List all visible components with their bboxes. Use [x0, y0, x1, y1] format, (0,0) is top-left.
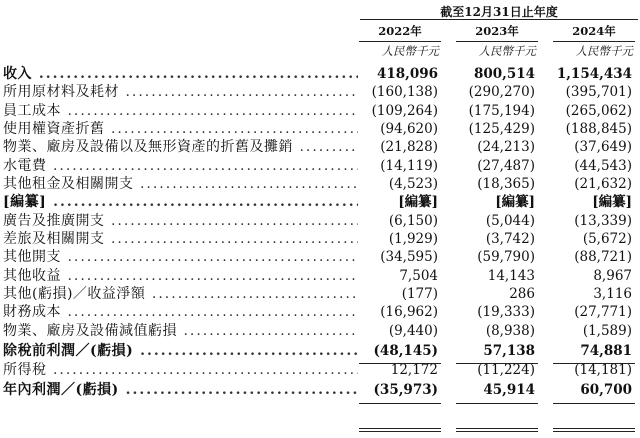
row-value: (18,365) — [477, 176, 535, 193]
total-double-rule — [553, 428, 635, 432]
row-value: 8,967 — [593, 267, 632, 284]
table-row — [0, 65, 640, 83]
row-value: (175,194) — [468, 102, 535, 119]
row-value: (125,429) — [468, 121, 535, 138]
row-label: [編纂] ..... — [3, 193, 358, 211]
row-value: (35,973) — [373, 381, 438, 398]
row-value: (34,595) — [380, 249, 438, 266]
row-label: 其他收益 ..... — [3, 267, 358, 285]
subtotal-rule — [553, 363, 635, 364]
row-value: (5,044) — [485, 212, 535, 229]
row-value: 1,154,434 — [556, 66, 632, 82]
table-row — [0, 102, 640, 120]
row-value: (109,264) — [371, 102, 438, 119]
row-value: (4,523) — [388, 176, 438, 193]
row-value: (27,487) — [477, 157, 535, 174]
table-row — [0, 175, 640, 193]
row-value: 418,096 — [376, 66, 438, 82]
table-row — [0, 285, 640, 303]
row-label: 使用權資產折舊 ..... — [3, 120, 358, 138]
row-label: 其他開支 ..... — [3, 248, 358, 266]
table-row — [0, 230, 640, 248]
period-header: 截至12月31日止年度 — [440, 5, 558, 19]
row-value: (1,589) — [582, 322, 632, 339]
row-label: 員工成本 ..... — [3, 102, 358, 120]
row-value: (19,333) — [477, 304, 535, 321]
row-value: 7,504 — [399, 267, 438, 284]
table-row — [0, 361, 640, 379]
table-row — [0, 212, 640, 230]
row-value: (21,828) — [380, 139, 438, 156]
row-label: 物業、廠房及設備以及無形資產的折舊及攤銷 ..... — [3, 138, 358, 156]
year-label: 2023年 — [475, 24, 519, 38]
row-value: (395,701) — [565, 84, 632, 101]
row-value: (21,632) — [574, 176, 632, 193]
unit-label: 人民幣千元 — [456, 41, 538, 59]
row-value: (37,649) — [574, 139, 632, 156]
row-label: 所得稅 ..... — [3, 361, 358, 379]
row-value: (94,620) — [380, 121, 438, 138]
subtotal-rule — [553, 403, 635, 404]
subtotal-rule — [456, 363, 538, 364]
row-label: 其他(虧損)／收益淨額 ..... — [3, 285, 358, 303]
row-value: (5,672) — [582, 231, 632, 248]
row-value: (16,962) — [380, 304, 438, 321]
row-value: (88,721) — [574, 249, 632, 266]
year-label: 2022年 — [378, 24, 422, 38]
row-value: (44,543) — [574, 157, 632, 174]
unit-label: 人民幣千元 — [359, 41, 441, 59]
row-label: 差旅及相關開支 ..... — [3, 230, 358, 248]
row-value: [編纂] — [398, 194, 438, 211]
table-row — [0, 267, 640, 285]
row-value: (48,145) — [373, 343, 438, 360]
table-row — [0, 342, 640, 360]
column-header-2022 — [359, 23, 441, 59]
table-row — [0, 138, 640, 156]
table-row — [0, 248, 640, 266]
row-value: (177) — [401, 286, 438, 303]
row-value: (290,270) — [468, 84, 535, 101]
row-label: 財務成本 ..... — [3, 303, 358, 321]
income-statement-table — [0, 65, 640, 399]
table-row — [0, 157, 640, 175]
row-value: 3,116 — [593, 286, 632, 303]
row-value: 60,700 — [580, 381, 632, 398]
row-label: 除稅前利潤／(虧損) ..... — [3, 342, 358, 360]
table-row — [0, 303, 640, 321]
table-row — [0, 120, 640, 138]
table-row — [0, 322, 640, 340]
year-label: 2024年 — [572, 24, 616, 38]
row-label: 廣告及推廣開支 ..... — [3, 212, 358, 230]
row-value: (14,119) — [380, 157, 438, 174]
row-label: 其他租金及相關開支 ..... — [3, 175, 358, 193]
row-value: (11,224) — [477, 361, 535, 378]
row-value: (6,150) — [388, 212, 438, 229]
row-value: [編纂] — [592, 194, 632, 211]
period-rule — [360, 19, 638, 20]
row-value: (24,213) — [477, 139, 535, 156]
row-label: 物業、廠房及設備減值虧損 ..... — [3, 322, 358, 340]
row-value: (188,845) — [565, 121, 632, 138]
row-value: (1,929) — [388, 231, 438, 248]
row-value: 74,881 — [580, 343, 632, 360]
row-value: 45,914 — [483, 381, 535, 398]
row-value: 286 — [509, 286, 535, 303]
subtotal-rule — [359, 363, 441, 364]
column-header-2023 — [456, 23, 538, 59]
column-header-2024 — [553, 23, 635, 59]
row-value: (265,062) — [565, 102, 632, 119]
row-label: 水電費 ..... — [3, 157, 358, 175]
row-value: (27,771) — [574, 304, 632, 321]
row-value: (59,790) — [477, 249, 535, 266]
subtotal-rule — [359, 403, 441, 404]
table-row — [0, 83, 640, 101]
table-row — [0, 381, 640, 399]
row-value: (160,138) — [371, 84, 438, 101]
row-value: 800,514 — [473, 66, 535, 82]
unit-label: 人民幣千元 — [553, 41, 635, 59]
row-value: (8,938) — [485, 322, 535, 339]
row-value: (9,440) — [388, 322, 438, 339]
row-value: 14,143 — [487, 267, 535, 284]
subtotal-rule — [456, 403, 538, 404]
row-value: (13,339) — [574, 212, 632, 229]
row-label: 收入 ..... — [3, 65, 358, 83]
row-label: 年內利潤／(虧損) ..... — [3, 381, 358, 399]
table-row — [0, 193, 640, 211]
row-value: 12,172 — [390, 361, 438, 378]
row-value: (14,181) — [574, 361, 632, 378]
row-value: (3,742) — [485, 231, 535, 248]
row-label: 所用原材料及耗材 ..... — [3, 83, 358, 101]
total-double-rule — [359, 428, 441, 432]
row-value: [編纂] — [495, 194, 535, 211]
total-double-rule — [456, 428, 538, 432]
row-value: 57,138 — [483, 343, 535, 360]
